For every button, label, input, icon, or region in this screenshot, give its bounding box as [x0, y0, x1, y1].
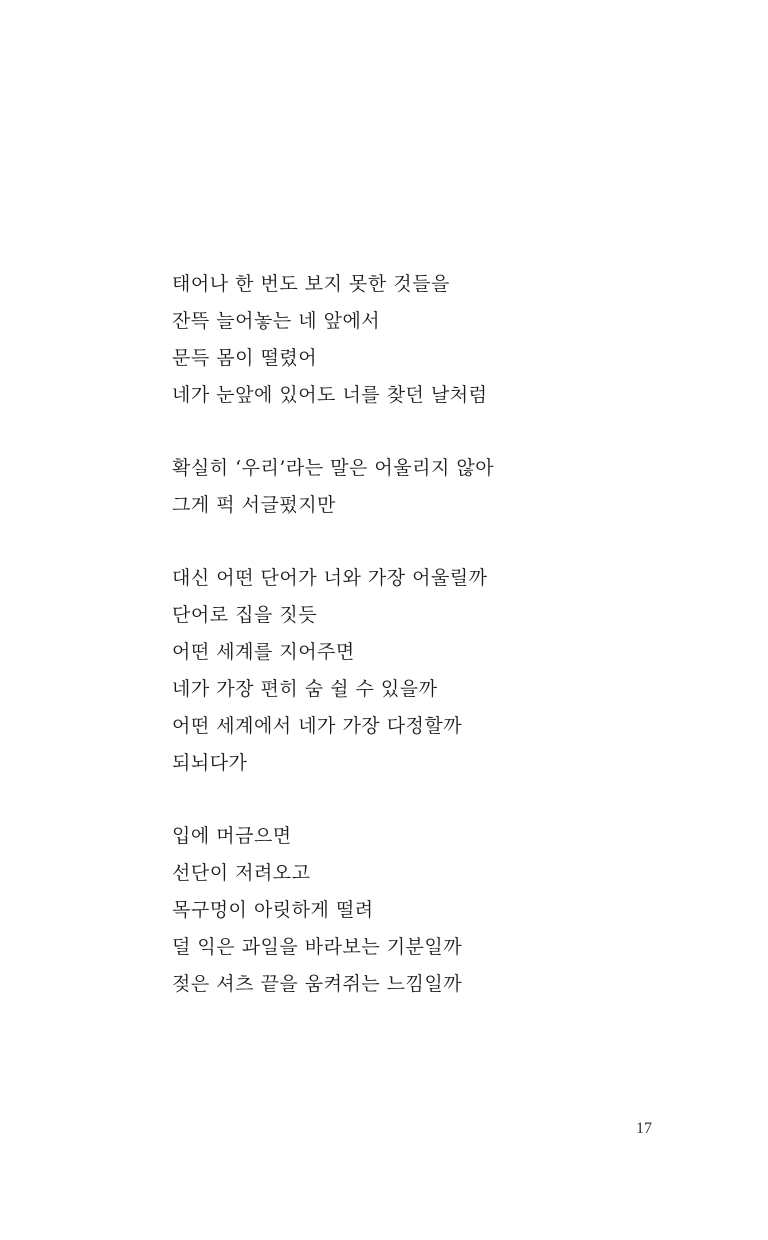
stanza-1: [172, 266, 692, 414]
stanza-4: [172, 818, 692, 1003]
poem-line: 젖은 셔츠 끝을 움켜쥐는 느낌일까: [172, 973, 463, 995]
poem-line: 확실히 ‘우리’라는 말은 어울리지 않아: [172, 457, 495, 479]
poem-line: 입에 머금으면: [172, 825, 292, 847]
poem-line: 어떤 세계를 지어주면: [172, 641, 355, 663]
poem-line: 대신 어떤 단어가 너와 가장 어울릴까: [172, 567, 488, 589]
stanza-3: [172, 560, 692, 782]
poem-line: 선단이 저려오고: [172, 862, 311, 884]
poem-line: 목구멍이 아릿하게 떨려: [172, 899, 374, 921]
stanza-2: [172, 450, 692, 524]
poem-line: 네가 가장 편히 숨 쉴 수 있을까: [172, 678, 438, 700]
poem-body: [172, 266, 692, 1039]
poem-line: 그게 퍽 서글펐지만: [172, 494, 336, 516]
poem-line: 잔뜩 늘어놓는 네 앞에서: [172, 310, 381, 332]
poem-line: 문득 몸이 떨렸어: [172, 347, 318, 369]
poem-line: 태어나 한 번도 보지 못한 것들을: [172, 273, 450, 295]
poem-line: 되뇌다가: [172, 752, 248, 774]
page-number: 17: [636, 1120, 652, 1137]
poem-line: 어떤 세계에서 네가 가장 다정할까: [172, 715, 463, 737]
poem-line: 단어로 집을 짓듯: [172, 604, 318, 626]
poem-line: 네가 눈앞에 있어도 너를 찾던 날처럼: [172, 384, 488, 406]
poem-line: 덜 익은 과일을 바라보는 기분일까: [172, 936, 463, 958]
